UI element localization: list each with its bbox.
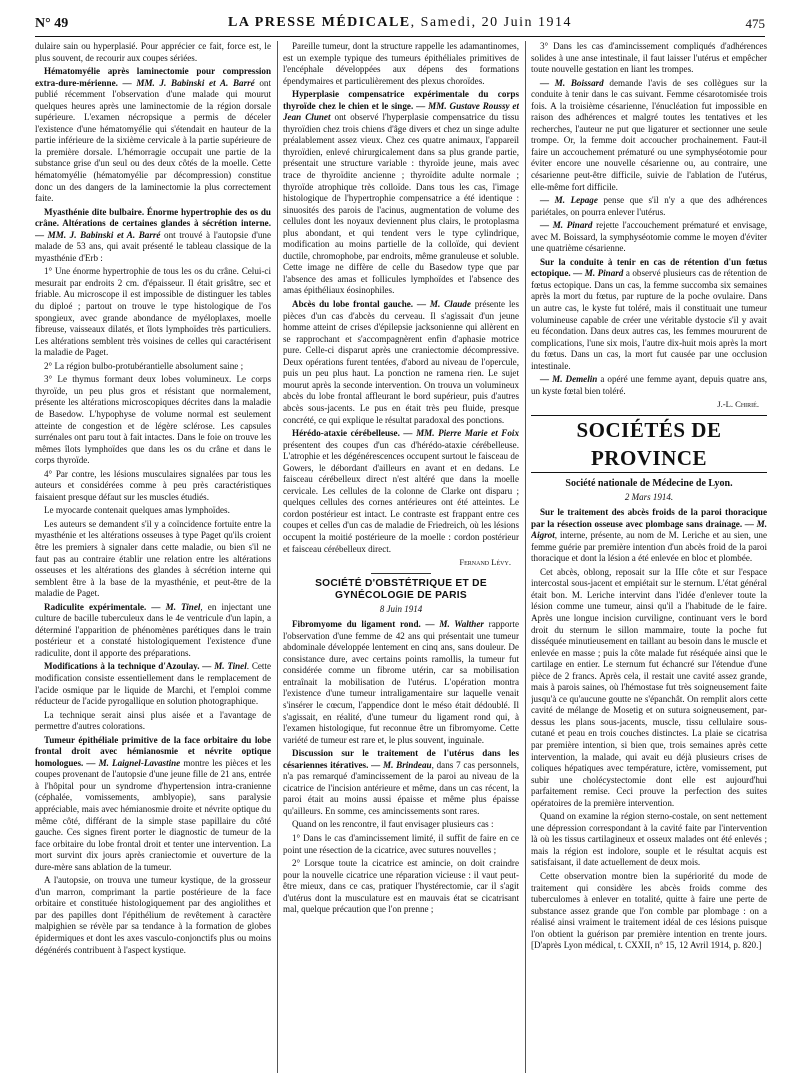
article-title: Hématomyélie après laminectomie pour compression extra-dure-mérienne. [35,66,271,88]
column-rule [277,41,278,1073]
article-body: , en injectant une culture de bacille tuberculeux dans le 4e ventricule d'un lapin, a déterminé l'apparition de phénomènes parétiques dans le train postérieur et a constaté histologiquement l'existence d'une radiculite, dont il apporte des préparations. [35,601,271,658]
article-heredo-ataxie [283,428,519,555]
article-title: Tumeur épithéliale primitive de la face orbitaire du lobe frontal droit avec hémianosmie et névrite optique homologues. [35,734,271,768]
paragraph: La technique serait ainsi plus aisée et a l'avantage de permettre d'autres colorations. [35,709,271,732]
article-body: présentent des coupes d'un cas d'hérédo-ataxie cérébelleuse. L'atrophie et les dégénérescences occupent surtout le faisceau de Gowers, le débordant d'ailleurs en avant et en dedans. Le faisceau cérébelleux direct n'est altéré que dans la moelle cervicale. Les cellules de la colonne de Clarke ont disparu ; quelques cellules des cornes antérieures ont été atteintes. Le cordon postérieur est intact. Le contraste est frappant entre ces coupes et celles d'un cas de maladie de Friedreich, où les lésions occupent la moitié postérieure de la moelle : cordon postérieur et faisceau cérébelleux direct. [283,439,519,554]
article-body: ont trouvé à l'autopsie d'une malade de 53 ans, qui avait présenté le tableau classique de la myasthénie d'Erb : [35,229,271,263]
comment-boissard [531,78,767,193]
society-heading: Société nationale de Médecine de Lyon. [565,477,733,489]
article-title: Abcès du lobe frontal gauche. [292,299,414,310]
article-authors: — M. Demelin [540,374,598,385]
paragraph: 1° Une énorme hypertrophie de tous les os du crâne. Celui-ci mesurait par endroits 2 cm. d'épaisseur. Il était grisâtre, sec et friable. Au microscope il est impossible de distinguer les tables du diploé ; partout on trouve le type histologique de l'os spongieux, avec grande abondance de myéloplaxes, moelle fibreuse, vaisseaux dilatés, et îlots lymphoïdes très particuliers. Les altérations semblent très voisines de celles qui caractérisent la maladie de Paget. [35,266,271,358]
signature: J.-L. Chirié. [717,399,759,410]
article-authors: — M. Pinard [540,220,593,231]
paragraph: 2° La région bulbo-protubérantielle absolument saine ; [44,360,244,371]
article-body: rapporte l'observation d'une femme de 42 ans qui présentait une tumeur abdominale développée lentement en cinq ans, sans douleur. De consistance dure, avec certains points ramollis, la tumeur fut considérée comme un fibrome utérin, car sa mobilisation entraînait la mobilisation de l'utérus. L'opération montra l'existence d'une tumeur intraligamentaire sur laquelle venait s'insérer le cœcum, l'appendice dont le méso était dédoublé. Il s'agissait, en réalité, d'une tumeur du ligament rond qui, à l'examen histologique, fut reconnue être un fibromyome. Cette variété de tumeur est rare et, le plus souvent, inguinale. [283,619,519,745]
article-body: demande l'avis de ses collègues sur la conduite à tenir dans le cas suivant. Femme césarotomisée trois fois. A la troisième césarienne, l'énucléation fut impossible en raison des adhérences et malgré toutes les tentatives et les recherches, l'auteur ne put que ligaturer et sectionner une seule trompe. Or, la femme doit accoucher prochainement. Faut-il faire un accouchement prématuré ou une symphyséotomie pour éviter encore une nouvelle césarienne ou, au contraire, une césarienne peut-être difficile, suivie de l'ablation de l'utérus, elle-même fort difficile. [531,77,767,192]
article-authors: — M. Brindeau [368,759,432,770]
article-authors: — M. Lepage [540,195,598,206]
article-title: Hyperplasie compensatrice expérimentale du corps thyroïde chez le chien et le singe. [283,89,519,111]
article-body: rejette l'accouchement prématuré et envisage, avec M. Boissard, la symphyséotomie comme le moyen d'éviter une quatrième césarienne. [531,220,767,254]
paragraph: 1° Dans le cas d'amincissement limité, il suffit de faire en ce point une résection de la cicatrice, avec sutures nouvelles ; [283,833,519,855]
paragraph: 4° Par contre, les lésions musculaires signalées par tous les auteurs et considérées comme à peu près caractéristiques faisaient presque défaut sur les muscles étudiés. [35,468,271,502]
article-hyperplasie [283,89,519,297]
paragraph: dulaire sain ou hyperplasié. Pour apprécier ce fait, force est, le plus souvent, de recourir aux coupes sériées. [35,41,271,63]
article-body: ont observé l'hyperplasie compensatrice du tissu thyroïdien chez trois chiens d'âge divers et chez un singe adulte préalablement assez vieux. Chez ces quatre animaux, l'appareil thyroïdien, enlevé chirurgicalement dans sa plus grande partie, présentait une structure variable : thyroïde jeune, mais avec trace de thyroïdite ancienne ; thyroïdite adulte normale ; thyroïde atrophique très colloïde. Dans tous les cas, l'image histologique de l'hypertrophie compensatrice a été identique : sinuosités des parois de l'acinus, augmentation de volume des cellules dont les noyaux deviennent plus clairs, le protoplasma plus abondant, et qui tendent vers le type cylindrique, modification au moins partielle de la colloïde, qui devient ductile, chromophobe, par endroits, même granuleuse et soluble. Cette image ne diffère de celle du Basedow type que par l'absence des amas et follicules lymphoïdes et l'absence des amas épithéliaux éosinophiles. [283,112,519,296]
article-body: montre les pièces et les coupes provenant de l'autopsie d'une jeune fille de 21 ans, entrée à l'hôpital pour un syndrome d'hypertension intra-cranienne (céphalée, vomissements, amblyopie), sans paralysie appréciable, mais avec hémianosmie droite et névrite optique du même côté, différant de la simple stase papillaire du côté gauche. Ces signes firent porter le diagnostic de tumeur de la face orbitaire du lobe frontal droit et tenter une intervention. La mort survint dix jours après craniectomie et ouverture de la dure-mère sans ablation de la tumeur. [35,757,271,872]
article-title: Hérédo-ataxie cérébelleuse. [292,428,400,439]
article-body: présente les pièces d'un cas d'abcès du cerveau. Il s'agissait d'un jeune homme atteint de crises d'épilepsie jacksonienne qui allèrent en se rapprochant et s'accompagnèrent enfin d'aphasie motrice pure. Celle-ci disparut après une craniectomie décompressive. Deux opérations furent tentées, d'abord au niveau de l'opercule, puis un peu plus haut. La ponction ne ramena rien. Le sujet mourut après la seconde intervention. On trouva un volumineux abcès du lobe frontal affleurant le bord supérieur, puis d'autres abcès sous-jacents. Le pus en était très peu fluide, presque concrété, ce qui explique le résultat paradoxal des ponctions. [283,299,519,425]
article-body: ont publié récemment l'observation d'une malade qui mourut quelques heures après une laminectomie de la région dorsale supérieure. L'examen nécropsique a permis de déceler l'existence d'une hématomyélie qui s'étendait en hauteur de la partie inférieure de la sixième cervicale à la partie supérieure de la première dorsale. L'hémorragie occupait une partie de la substance grise d'un seul ou des deux côtés de la moelle. Cette hématomyélie (hématomyélie par décompression) constitue donc un des dangers de la laminectomie la plus correctement faite. [35,77,271,204]
article-authors: — MM. J. Babinski et A. Barré [117,77,255,88]
article-authors: — M. Aigrot [531,518,767,541]
article-authors: — MM. Pierre Marie et Foix [399,428,519,439]
article-title: Discussion sur le traitement de l'utérus dans les césariennes itératives. [283,748,519,770]
article-title: Radiculite expérimentale. [44,601,147,612]
article-authors: — M. Pinard [570,268,624,279]
paragraph: Quand on les rencontre, il faut envisager plusieurs cas : [292,819,494,830]
page-number: 475 [745,16,765,31]
article-authors: — MM. Gustave Roussy et Jean Clunet [283,100,519,123]
article-authors: — M. Claude [413,299,471,310]
article-body: , interne, présente, au nom de M. Leriche et au sien, une femme guérie par première intention d'un abcès froid de la paroi thoracique et dont la lésion a été enlevée en bloc et plombée. [531,530,767,564]
paragraph: Cette observation montre bien la supériorité du mode de traitement qui considère les abcès froids comme des tuberculomes à enlever en totalité, quitte à faire une perte de substance assez grande que l'on comble par plombage : on a réalisé ainsi vraiment le traitement idéal de ces lésions puisque l'on obtient la guérison par première intention en trente jours. [D'après Lyon médical, t. CXXII, n° 15, 12 Avril 1914, p. 820.] [531,871,767,951]
article-body: a opéré une femme ayant, depuis quatre ans, un kyste fœtal bien toléré. [531,374,767,396]
article-title: Myasthénie dite bulbaire. Énorme hypertrophie des os du crâne. Altérations de certaines glandes à sécrétion interne. [35,206,271,229]
column-rule [525,41,526,1073]
issue-date: , Samedi, 20 Juin 1914 [410,15,572,30]
paragraph: Quand on examine la région sterno-costale, on sent nettement une dépression correspondant à la cavité faite par l'intervention là où les tissus cartilagineux et osseux malades ont été enlevés ; mais la région est indolore, souple et le résultat acquis est satisfaisant, il date actuellement de deux mois. [531,811,767,868]
article-foetus-ectopique [531,257,767,372]
section-separator [371,573,431,574]
paragraph: Les auteurs se demandent s'il y a coïncidence fortuite entre la myasthénie et les altérations osseuses à type Paget qu'ils croient être les premiers à signaler dans cette maladie, ou bien s'il ne faut pas au contraire établir une relation entre les altérations osseuses et les altérations des glandes à sécrétion interne qui semblent être à la base de la myasthénie, et peut-être de la maladie de Paget. [35,518,271,599]
article-title: Sur le traitement des abcès froids de la paroi thoracique par la résection osseuse avec plombage sans drainage. [531,507,767,529]
article-authors: — M. Walther [420,619,484,630]
section-heading: SOCIÉTÉS DE PROVINCE [531,415,767,473]
article-cesariennes [283,748,519,817]
paragraph: 2° Lorsque toute la cicatrice est amincie, on doit craindre pour la nouvelle cicatrice une réparation vicieuse : il vaut peut-être mieux, dans ce cas, pratiquer l'hystérectomie, car il s'agit d'utérus dont la musculature est en mauvais état se cicatrisant mal, quelque précaution que l'on prenne ; [283,858,519,915]
article-myasthenie [35,207,271,265]
comment-lepage [531,195,767,218]
session-date: 2 Mars 1914. [624,491,674,502]
paragraph: Le myocarde contenait quelques amas lymphoïdes. [44,505,230,516]
paragraph: 3° Le thymus formant deux lobes volumineux. Le corps thyroïde, un peu plus gros et résistant que normalement, présente les altérations microscopiques décrites dans la maladie de Basedow. L'hypophyse de volume normal est seulement atteinte de congestion et de légère sclérose. Les capsules surrénales ont paru tout à fait intactes. Dans le foie on trouve les mêmes îlots lymphoïdes que dans les os du crâne et dans le corps thyroïde. [35,374,271,466]
article-title: Fibromyome du ligament rond. [292,619,421,630]
article-tumeur-orbitaire [35,735,271,874]
page-header [35,12,765,37]
article-abces-froids [531,507,767,565]
signature: Fernand Lévy. [459,557,511,568]
paragraph: Cet abcès, oblong, reposait sur la IIIe côte et sur l'espace intercostal sous-jacent et empiétait sur le sternum. L'état général était bon. M. Leriche intervint dans l'idée d'enlever toute la lésion comme une tumeur, ainsi qu'il a l'habitude de le faire. Après une longue incision curviligne, continuant vers le bord droit du sternum le sillon mammaire, toute la poche fut disséquée minutieusement en taillant au besoin dans le muscle et enlevée en masse ; puis la côte malade fut réséquée ainsi que le cartilage en entier. Le sternum fut échancré sur l'étendue d'une pièce de 2 francs. Après cela, il restait une cavité assez grande, mais à parois saines, où l'hémostase fut très soigneusement faite jusqu'à ce qu'aucune goutte ne s'épanchât. On remplit alors cette cavité de mélange de Mosetig et on sutura soigneusement, par-dessus les plans sous-jacents, muscle, tissu cellulaire sous-cutané et peau en trois couches distinctes. La plaie se cicatrisa par première intention, si bien que, trois semaines après cette intervention, la malade, qui avait eu déjà plusieurs crises de coliques hépatiques avec température, ictère, vomissement, put subir une cholécystectomie dont elle est aujourd'hui parfaitement remise. Ceci prouve la perfection des suites opératoires de la première intervention. [531,566,767,808]
paragraph: Pareille tumeur, dont la structure rappelle les adamantinomes, est un exemple typique des tumeurs épithéliales primitives de l'encéphale développées aux dépens des formations épendymaires et particulièrement des plexus choroïdes. [283,41,519,86]
article-radiculite [35,602,271,660]
session-date: 8 Juin 1914 [379,603,423,614]
article-body: . Cette modification consiste essentiellement dans le remplacement de l'acide osmique par le liquide de Marchi, et l'emploi comme réducteur de l'acide pyrogallique en solution photographique. [35,661,271,707]
article-authors: — M. Tinel [199,661,247,672]
article-authors: — M. Laignel-Lavastine [83,757,181,768]
article-authors: — MM. J. Babinski et A. Barré [35,229,161,240]
article-azoulay [35,661,271,707]
column-right [531,41,767,1073]
paragraph: A l'autopsie, on trouva une tumeur kystique, de la grosseur d'un marron, comprimant la partie postérieure de la face orbitaire et constituée histologiquement par des angiolithes et par des papilles dont l'épithélium de revêtement à caractère malpighien se révèle par sa tendance à la formation de globes épidermiques et dont les axes vasculo-conjonctifs plus ou moins dégénérés contribuent à l'aspect kystique. [35,875,271,955]
article-body: pense que s'il n'y a que des adhérences pariétales, on pourra enlever l'utérus. [531,195,767,217]
article-body: a observé plusieurs cas de rétention de fœtus ectopique. Dans un cas, la femme succomba six semaines après la mort du fœtus, par rupture de la poche ovulaire. Dans un autre cas, le kyste fut toléré, mais il constituait une tumeur volumineuse capable de créer une véritable dystocie s'il y avait eu fécondation. Dans deux autres cas, les femmes moururent de complications, l'une six mois, l'autre dix-huit mois après la mort du fœtus. Dans un cas, la mort fut causée par une occlusion intestinale. [531,268,767,371]
article-authors: — M. Boissard [540,77,604,88]
column-middle [283,41,519,1073]
paragraph: 3° Dans les cas d'amincissement compliqués d'adhérences solides à une anse intestinale, il faut laisser l'utérus et empêcher toute nouvelle gestation en liant les trompes. [531,41,767,75]
society-heading: SOCIÉTÉ D'OBSTÉTRIQUE ET DE GYNÉCOLOGIE DE PARIS [315,577,487,601]
comment-pinard [531,220,767,255]
article-body: , dans 7 cas personnels, n'a pas remarqué d'amincissement de la paroi au niveau de la cicatrice de l'incision antérieure et même, dans un cas récent, la paroi était au moins aussi épaisse et même plus épaisse qu'ailleurs. En somme, ces amincissements sont rares. [283,759,519,816]
comment-demelin [531,374,767,397]
article-hematomyelie [35,66,271,205]
article-fibromyome [283,619,519,746]
article-title: Modifications à la technique d'Azoulay. [44,661,200,672]
journal-title: LA PRESSE MÉDICALE [228,15,411,30]
journal-heading [35,15,765,31]
article-title: Sur la conduite à tenir en cas de rétention d'un fœtus ectopique. [531,256,767,279]
article-authors: — M. Tinel [146,601,201,612]
column-left [35,41,271,1073]
article-abces-frontal [283,299,519,426]
issue-number: N° 49 [35,16,69,31]
